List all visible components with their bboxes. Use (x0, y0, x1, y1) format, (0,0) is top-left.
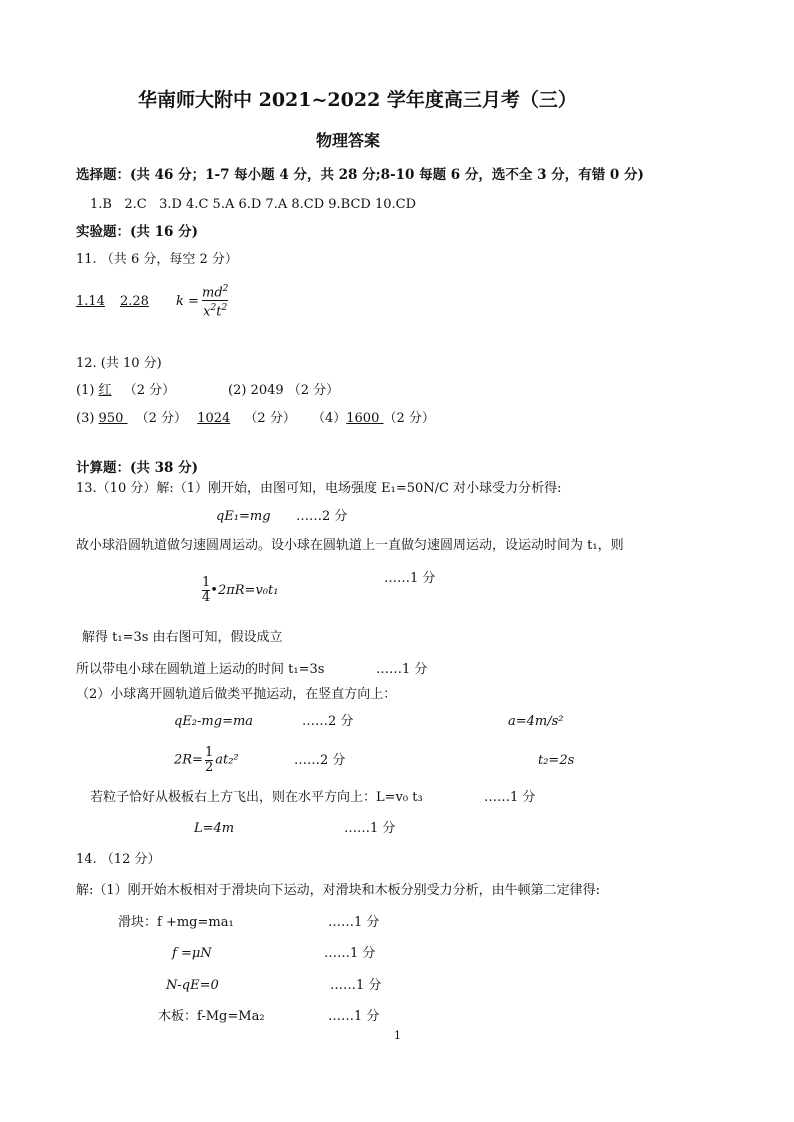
q14-eq1: 滑块：f +mg=ma₁ (118, 915, 234, 930)
q12-part4-label: （4） (311, 411, 347, 426)
q13-line2: 故小球沿圆轨道做匀速圆周运动。设小球在圆轨道上一直做匀速圆周运动，设运动时间为 t₁，则 (76, 538, 624, 553)
q12-part3-answer-2: 1024 (197, 411, 231, 426)
q11-answer-2: 2.28 (120, 294, 149, 309)
q11-denominator-t: t (216, 304, 222, 320)
q13-eq4-denominator: 2 (204, 760, 214, 775)
q12-part1-answer: 红 (98, 383, 112, 398)
q12-part4-answer: 1600 (346, 411, 384, 426)
q14-eq3-score: ……1 分 (330, 978, 382, 993)
q12-row-2 (76, 411, 435, 427)
q11-fraction: $\frac{md^2}{x^2t^2}$ (202, 284, 229, 320)
q13-line4: 所以带电小球在圆轨道上运动的时间 t₁=3s (76, 662, 325, 677)
mcq-answers: 1.B 2.C 3.D 4.C 5.A 6.D 7.A 8.CD 9.BCD 10.CD (90, 197, 416, 212)
q12-part3-label: (3) (76, 411, 99, 426)
q12-part3-score-1: （2 分） (135, 411, 188, 426)
page-number: 1 (394, 1029, 401, 1042)
page-subtitle: 物理答案 (316, 131, 381, 150)
q13-eq3: qE₂-mg=ma (174, 714, 254, 729)
q13-eq4-lhs: 2R= (174, 752, 203, 768)
q13-eq4-numerator: 1 (204, 745, 214, 760)
q13-eq2-numerator: 1 (202, 575, 211, 590)
q13-eq2-denominator: 4 (202, 590, 211, 605)
q13-line5: 若粒子恰好从极板右上方飞出，则在水平方向上：L=v₀ t₃ (90, 790, 423, 805)
q14-eq3: N-qE=0 (166, 978, 219, 993)
q14-eq1-score: ……1 分 (328, 915, 380, 930)
q13-intro: 13.（10 分）解:（1）刚开始，由图可知，电场强度 E₁=50N/C 对小球受力分析得: (76, 481, 562, 496)
q11-denominator-x: x (203, 304, 211, 320)
q13-eq3-score: ……2 分 (302, 714, 354, 729)
q13-eq1-score: ……2 分 (296, 509, 348, 524)
q14-eq2: f =μN (172, 946, 212, 961)
q12-label: 12. (共 10 分) (76, 356, 162, 371)
q11-k: k = (176, 294, 199, 309)
q13-eq1: qE₁=mg (216, 509, 271, 524)
q13-eq2-rest: •2πR=v₀t₁ (210, 583, 279, 598)
q14-intro: 解:（1）刚开始木板相对于滑块向下运动，对滑块和木板分别受力分析，由牛顿第二定律得: (76, 883, 601, 898)
q12-part3-answer-1: 950 (98, 411, 128, 426)
q13-eq5-score: ……1 分 (344, 821, 396, 836)
mcq-heading: 选择题：(共 46 分；1-7 每小题 4 分，共 28 分;8-10 每题 6 分，选不全 3 分，有错 0 分) (76, 167, 644, 183)
q13-line4-score: ……1 分 (376, 662, 428, 677)
calc-heading: 计算题：(共 38 分) (76, 460, 198, 476)
q14-eq2-score: ……1 分 (324, 946, 376, 961)
q12-row-1 (76, 383, 340, 399)
q14-eq4-score: ……1 分 (328, 1009, 380, 1024)
exp-heading: 实验题：(共 16 分) (76, 224, 198, 240)
q13-eq2 (202, 576, 278, 612)
q13-eq4 (174, 746, 239, 782)
q12-part1-score: （2 分） (123, 383, 176, 398)
q13-line3: 解得 t₁=3s 由右图可知，假设成立 (82, 630, 283, 645)
q13-eq5: L=4m (194, 821, 235, 836)
q13-part2: （2）小球离开圆轨道后做类平抛运动，在竖直方向上： (76, 687, 397, 702)
q12-part3-score-2: （2 分） (244, 411, 296, 426)
q13-eq4-result: t₂=2s (538, 753, 575, 768)
q11-label: 11. （共 6 分，每空 2 分） (76, 252, 238, 267)
q11-answer-1: 1.14 (76, 294, 105, 309)
q13-line5-score: ……1 分 (484, 790, 536, 805)
q11-numerator: md (202, 285, 223, 301)
q13-eq2-score: ……1 分 (384, 571, 436, 586)
q13-eq3-result: a=4m/s² (508, 714, 564, 729)
q12-part2: (2) 2049 （2 分） (228, 383, 340, 398)
q12-part1-label: (1) (76, 383, 99, 398)
q14-label: 14. （12 分） (76, 852, 161, 867)
page-title: 华南师大附中 2021~2022 学年度高三月考（三） (138, 89, 577, 111)
q13-eq4-rhs: at₂² (215, 752, 239, 768)
q12-part4-score: （2 分） (383, 411, 435, 426)
q13-eq4-score: ……2 分 (294, 753, 346, 768)
q14-eq4: 木板：f-Mg=Ma₂ (158, 1009, 265, 1024)
q13-eq4-fraction (205, 746, 213, 775)
